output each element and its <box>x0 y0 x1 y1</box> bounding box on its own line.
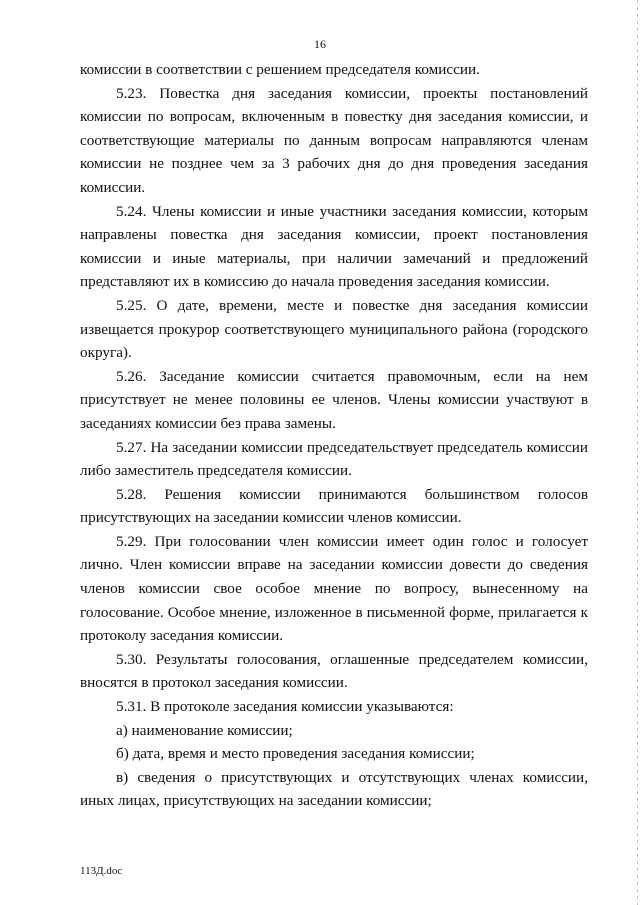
paragraph-5-29: 5.29. При голосовании член комиссии имеет один голос и голосует лично. Член комиссии вправе на заседании комиссии довести до сведения членов комиссии свое особое мнение по вопросу, вынесенному на голосование. Особое мнение, изложенное в письменной форме, прилагается к протоколу заседания комиссии. <box>80 532 588 645</box>
paragraph-5-24: 5.24. Члены комиссии и иные участники заседания комиссии, которым направлены повестка дня заседания комиссии, проект постановления комиссии и иные материалы, при наличии замечаний и предложений представляют их в комиссию до начала проведения заседания комиссии. <box>80 202 588 291</box>
paragraph-5-28: 5.28. Решения комиссии принимаются большинством голосов присутствующих на заседании комиссии членов комиссии. <box>80 485 588 527</box>
footer-filename: 113Д.doc <box>80 865 123 877</box>
list-item-b: б) дата, время и место проведения заседания комиссии; <box>116 745 475 763</box>
paragraph-5-27: 5.27. На заседании комиссии председательствует председатель комиссии либо заместитель председателя комиссии. <box>80 438 588 480</box>
list-item-v: в) сведения о присутствующих и отсутствующих членах комиссии, иных лицах, присутствующих на заседании комиссии; <box>80 768 588 810</box>
page-edge-decoration <box>637 0 638 905</box>
paragraph-5-26: 5.26. Заседание комиссии считается правомочным, если на нем присутствует не менее половины ее членов. Члены комиссии участвуют в заседаниях комиссии без права замены. <box>80 367 588 432</box>
page-number: 16 <box>314 37 326 51</box>
paragraph-5-23: 5.23. Повестка дня заседания комиссии, проекты постановлений комиссии по вопросам, включенным в повестку дня заседания комиссии, и соответствующие материалы по данным вопросам направляются членам комиссии не позднее чем за 3 рабочих дня до дня проведения заседания комиссии. <box>80 84 588 196</box>
paragraph-5-25: 5.25. О дате, времени, месте и повестке дня заседания комиссии извещается прокурор соответствующего муниципального района (городского округа). <box>80 296 588 362</box>
document-body <box>80 58 588 813</box>
paragraph-continuation: комиссии в соответствии с решением председателя комиссии. <box>80 61 480 78</box>
paragraph-5-30: 5.30. Результаты голосования, оглашенные председателем комиссии, вносятся в протокол заседания комиссии. <box>80 650 588 692</box>
paragraph-5-31: 5.31. В протоколе заседания комиссии указываются: <box>116 698 454 716</box>
list-item-a: а) наименование комиссии; <box>116 721 293 739</box>
